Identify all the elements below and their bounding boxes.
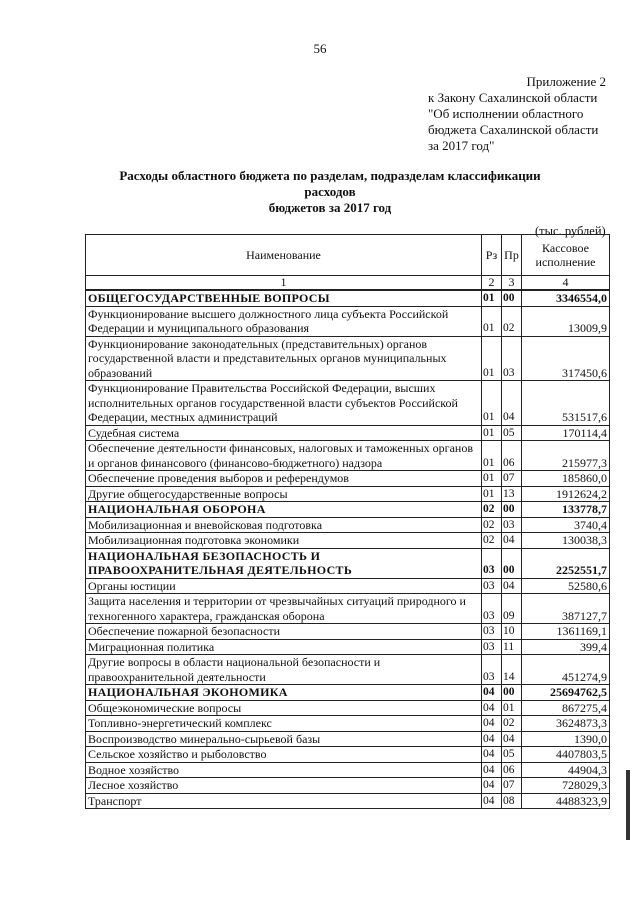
row-name: ОБЩЕГОСУДАРСТВЕННЫЕ ВОПРОСЫ	[86, 290, 482, 306]
row-name: Мобилизационная и вневойсковая подготовка	[86, 517, 482, 533]
row-rz-code: 01	[482, 290, 502, 306]
row-rz-code: 04	[482, 731, 502, 747]
row-value: 387127,7	[522, 594, 610, 624]
row-name: НАЦИОНАЛЬНАЯ БЕЗОПАСНОСТЬ И ПРАВООХРАНИТЕЛЬНАЯ ДЕЯТЕЛЬНОСТЬ	[86, 548, 482, 578]
row-pr-code: 10	[502, 624, 522, 640]
row-pr-code: 11	[502, 639, 522, 655]
row-pr-code: 00	[502, 685, 522, 701]
row-name: Другие общегосударственные вопросы	[86, 486, 482, 502]
appendix-line: за 2017 год"	[428, 138, 495, 153]
row-rz-code: 04	[482, 685, 502, 701]
row-rz-code: 01	[482, 486, 502, 502]
row-name: Другие вопросы в области национальной безопасности и правоохранительной деятельности	[86, 655, 482, 685]
row-value: 1361169,1	[522, 624, 610, 640]
row-value: 133778,7	[522, 502, 610, 518]
page-number: 56	[313, 41, 327, 56]
row-rz-code: 03	[482, 594, 502, 624]
row-pr-code: 02	[502, 716, 522, 732]
table-row	[86, 441, 610, 471]
row-rz-code: 04	[482, 747, 502, 763]
table-row	[86, 639, 610, 655]
row-value: 399,4	[522, 639, 610, 655]
table-body	[86, 290, 610, 809]
appendix-line: к Закону Сахалинской области	[428, 90, 598, 105]
header-pr: Пр	[502, 235, 522, 276]
table-row	[86, 336, 610, 381]
row-rz-code: 01	[482, 381, 502, 426]
row-value: 13009,9	[522, 306, 610, 336]
table-row	[86, 747, 610, 763]
row-name: Защита населения и территории от чрезвычайных ситуаций природного и техногенного характера, гражданская оборона	[86, 594, 482, 624]
row-value: 3624873,3	[522, 716, 610, 732]
row-value: 215977,3	[522, 441, 610, 471]
section-row	[86, 502, 610, 518]
row-pr-code: 04	[502, 381, 522, 426]
appendix-line: Приложение 2	[526, 74, 606, 89]
appendix-line: бюджета Сахалинской области	[428, 122, 599, 137]
table-row	[86, 425, 610, 441]
document-title	[100, 168, 560, 216]
row-pr-code: 07	[502, 778, 522, 794]
row-rz-code: 01	[482, 425, 502, 441]
row-name: Органы юстиции	[86, 578, 482, 594]
appendix-note	[428, 74, 606, 154]
row-rz-code: 02	[482, 502, 502, 518]
appendix-line: "Об исполнении областного	[428, 106, 584, 121]
row-name: Водное хозяйство	[86, 762, 482, 778]
row-rz-code: 01	[482, 441, 502, 471]
row-name: Обеспечение проведения выборов и референдумов	[86, 471, 482, 487]
column-index: 2	[482, 276, 502, 291]
table-row	[86, 624, 610, 640]
row-rz-code: 03	[482, 578, 502, 594]
row-value: 317450,6	[522, 336, 610, 381]
row-rz-code: 03	[482, 548, 502, 578]
row-name: Воспроизводство минерально-сырьевой базы	[86, 731, 482, 747]
row-value: 4407803,5	[522, 747, 610, 763]
row-rz-code: 01	[482, 471, 502, 487]
row-rz-code: 02	[482, 533, 502, 549]
units-label: (тыс. рублей)	[535, 224, 606, 238]
row-name: Судебная система	[86, 425, 482, 441]
table-row	[86, 731, 610, 747]
row-value: 4488323,9	[522, 793, 610, 809]
row-name: НАЦИОНАЛЬНАЯ ОБОРОНА	[86, 502, 482, 518]
row-rz-code: 01	[482, 336, 502, 381]
row-rz-code: 04	[482, 716, 502, 732]
row-rz-code: 03	[482, 655, 502, 685]
row-pr-code: 00	[502, 548, 522, 578]
row-name: Сельское хозяйство и рыболовство	[86, 747, 482, 763]
row-pr-code: 14	[502, 655, 522, 685]
table-row	[86, 306, 610, 336]
row-name: Функционирование Правительства Российской Федерации, высших исполнительных органов государственной власти субъектов Российской Федерации, местных администраций	[86, 381, 482, 426]
row-value: 25694762,5	[522, 685, 610, 701]
row-value: 185860,0	[522, 471, 610, 487]
row-pr-code: 04	[502, 578, 522, 594]
row-value: 52580,6	[522, 578, 610, 594]
row-value: 867275,4	[522, 700, 610, 716]
row-pr-code: 00	[502, 290, 522, 306]
row-value: 3346554,0	[522, 290, 610, 306]
row-rz-code: 04	[482, 793, 502, 809]
column-index: 3	[502, 276, 522, 291]
header-value	[522, 235, 610, 276]
row-name: Лесное хозяйство	[86, 778, 482, 794]
header-value-line: исполнение	[535, 255, 596, 269]
table-row	[86, 486, 610, 502]
row-rz-code: 04	[482, 762, 502, 778]
row-rz-code: 04	[482, 700, 502, 716]
row-value: 3740,4	[522, 517, 610, 533]
table-row	[86, 594, 610, 624]
row-pr-code: 06	[502, 762, 522, 778]
column-index-row	[86, 276, 610, 291]
title-line: бюджетов за 2017 год	[268, 200, 392, 215]
row-pr-code: 08	[502, 793, 522, 809]
column-index: 4	[522, 276, 610, 291]
row-rz-code: 01	[482, 306, 502, 336]
row-rz-code: 04	[482, 778, 502, 794]
table-row	[86, 778, 610, 794]
table-row	[86, 762, 610, 778]
column-index: 1	[86, 276, 482, 291]
row-value: 44904,3	[522, 762, 610, 778]
table-row	[86, 471, 610, 487]
row-pr-code: 05	[502, 425, 522, 441]
scan-edge-mark	[626, 770, 630, 840]
row-name: Миграционная политика	[86, 639, 482, 655]
row-value: 728029,3	[522, 778, 610, 794]
header-value-line: Кассовое	[542, 240, 589, 255]
row-value: 1390,0	[522, 731, 610, 747]
row-pr-code: 09	[502, 594, 522, 624]
section-row	[86, 290, 610, 306]
row-pr-code: 05	[502, 747, 522, 763]
row-pr-code: 06	[502, 441, 522, 471]
table-row	[86, 381, 610, 426]
table-row	[86, 533, 610, 549]
row-name: Функционирование высшего должностного лица субъекта Российской Федерации и муниципального образования	[86, 306, 482, 336]
table-row	[86, 793, 610, 809]
row-name: Мобилизационная подготовка экономики	[86, 533, 482, 549]
row-value: 531517,6	[522, 381, 610, 426]
header-rz: Рз	[482, 235, 502, 276]
row-rz-code: 02	[482, 517, 502, 533]
row-pr-code: 03	[502, 336, 522, 381]
row-pr-code: 04	[502, 533, 522, 549]
row-name: Обеспечение пожарной безопасности	[86, 624, 482, 640]
row-name: Транспорт	[86, 793, 482, 809]
table-row	[86, 716, 610, 732]
section-row	[86, 548, 610, 578]
table-row	[86, 517, 610, 533]
table-row	[86, 700, 610, 716]
table-row	[86, 655, 610, 685]
row-value: 2252551,7	[522, 548, 610, 578]
row-value: 451274,9	[522, 655, 610, 685]
expenses-table	[85, 234, 610, 809]
table-header-row	[86, 235, 610, 276]
row-pr-code: 01	[502, 700, 522, 716]
row-name: НАЦИОНАЛЬНАЯ ЭКОНОМИКА	[86, 685, 482, 701]
row-pr-code: 07	[502, 471, 522, 487]
row-value: 170114,4	[522, 425, 610, 441]
table-row	[86, 578, 610, 594]
row-pr-code: 13	[502, 486, 522, 502]
row-name: Топливно-энергетический комплекс	[86, 716, 482, 732]
row-pr-code: 00	[502, 502, 522, 518]
row-name: Общеэкономические вопросы	[86, 700, 482, 716]
header-name: Наименование	[86, 235, 482, 276]
row-value: 130038,3	[522, 533, 610, 549]
row-name: Обеспечение деятельности финансовых, налоговых и таможенных органов и органов финансового (финансово-бюджетного) надзора	[86, 441, 482, 471]
title-line: Расходы областного бюджета по разделам, подразделам классификации расходов	[119, 168, 541, 199]
row-rz-code: 03	[482, 624, 502, 640]
row-rz-code: 03	[482, 639, 502, 655]
row-pr-code: 02	[502, 306, 522, 336]
row-value: 1912624,2	[522, 486, 610, 502]
row-pr-code: 03	[502, 517, 522, 533]
row-pr-code: 04	[502, 731, 522, 747]
section-row	[86, 685, 610, 701]
row-name: Функционирование законодательных (представительных) органов государственной власти и представительных органов муниципальных образований	[86, 336, 482, 381]
